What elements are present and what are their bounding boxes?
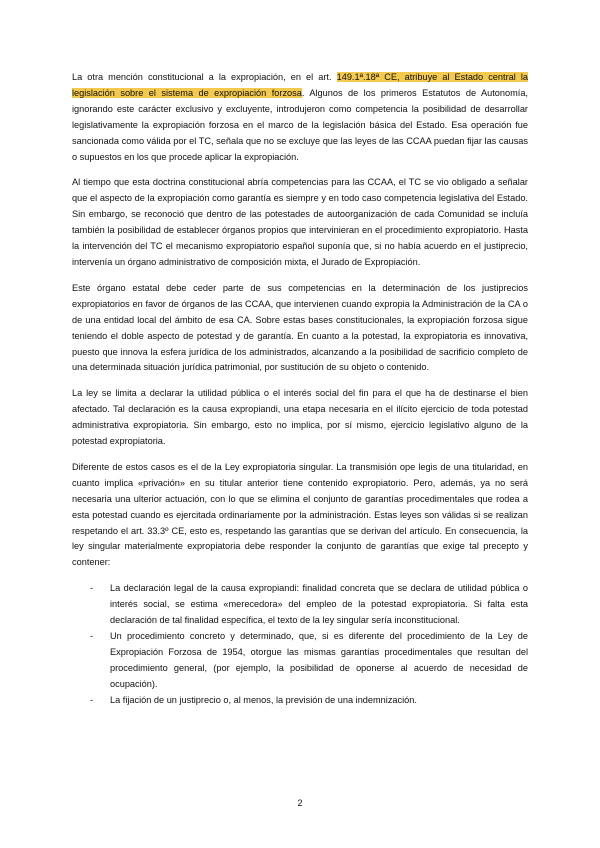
paragraph-1-text-start: La otra mención constitucional a la expropiación, en el art. (72, 72, 337, 82)
document-body (72, 70, 528, 709)
highlighted-text: 149.1ª.18ª CE, atribuye al Estado central la legislación sobre el sistema de expropiación forzosa (72, 72, 528, 98)
list-item (72, 629, 528, 693)
list-item-text: La declaración legal de la causa expropiandi: finalidad concreta que se declara de utilidad pública o interés social, se estima «merecedora» del empleo de la potestad expropiatoria. Si falta esta declaración de tal finalidad específica, el texto de la ley singular sería inconstitucional. (110, 583, 528, 626)
paragraph-1-text-end: . Algunos de los primeros Estatutos de Autonomía, ignorando este carácter exclusivo y excluyente, introdujeron como competencia la posibilidad de desarrollar legislativamente la expropiación forzosa en el marco de la legislación básica del Estado. Esa operación fue sancionada como válida por el TC, señala que no se excluye que las leyes de las CCAA puedan fijar las causas o supuestos en los que procede aplicar la expropiación. (72, 87, 528, 162)
paragraph-3: Este órgano estatal debe ceder parte de sus competencias en la determinación de los justiprecios expropiatorios en favor de órganos de las CCAA, que intervienen cuando expropia la Administración de la CA o de una entidad local del ámbito de esa CA. Sobre estas bases constitucionales, la expropiación forzosa sigue teniendo el doble aspecto de potestad y de garantía. En cuanto a la potestad, la expropiatoria es innovativa, puesto que innova la esfera jurídica de los administrados, alcanzando a la posibilidad de sacrificio completo de una determinada situación jurídica patrimonial, por sustitución de su objeto o contenido. (72, 282, 528, 373)
list-item-text: Un procedimiento concreto y determinado, que, si es diferente del procedimiento de la Ley de Expropiación Forzosa de 1954, otorgue las mismas garantías procedimentales que resultan del procedimiento general, (por ejemplo, la posibilidad de oponerse al acuerdo de necesidad de ocupación). (110, 631, 528, 689)
list-bullet: - (90, 694, 94, 705)
list-item-text: La fijación de un justiprecio o, al menos, la previsión de una indemnización. (110, 694, 417, 705)
requirements-list (72, 581, 528, 708)
paragraph-1 (72, 70, 528, 165)
list-item (72, 581, 528, 629)
paragraph-5: Diferente de estos casos es el de la Ley expropiatoria singular. La transmisión ope legis de una titularidad, en cuanto implica «privación» en su titular anterior tiene contenido expropiatorio. Pero, además, ya no será necesaria una ulterior actuación, con lo que se elimina el conjunto de garantías procedimentales que rodea a esta potestad cuando es ejercitada ordinariamente por la administración. Estas leyes son válidas si se realizan respetando el art. 33.3º CE, esto es, respetando las garantías que se derivan del artículo. En consecuencia, la ley singular materialmente expropiatoria debe responder la conjunto de garantías que exige tal precepto y contener: (72, 461, 528, 568)
list-bullet: - (90, 583, 94, 594)
paragraph-2: Al tiempo que esta doctrina constitucional abría competencias para las CCAA, el TC se vio obligado a señalar que el aspecto de la expropiación como garantía es siempre y en todo caso competencia legislativa del Estado. Sin embargo, se reconoció que dentro de las potestades de autoorganización de cada Comunidad se incluía también la posibilidad de establecer órganos propios que intervinieran en el procedimiento expropiatorio. Hasta la intervención del TC el mecanismo expropiatorio español suponía que, si no había acuerdo en el justiprecio, intervenía un órgano administrativo de composición mixta, el Jurado de Expropiación. (72, 177, 528, 267)
page-number: 2 (297, 798, 303, 808)
list-item (72, 693, 528, 709)
list-bullet: - (90, 631, 94, 641)
paragraph-4: La ley se limita a declarar la utilidad pública o el interés social del fin para el que ha de destinarse el bien afectado. Tal declaración es la causa expropiandi, una etapa necesaria en el ilícito ejercicio de toda potestad administrativa expropiatoria. Sin embargo, esto no implica, por sí mismo, ejercicio legislativo alguno de la potestad expropiatoria. (72, 388, 528, 447)
